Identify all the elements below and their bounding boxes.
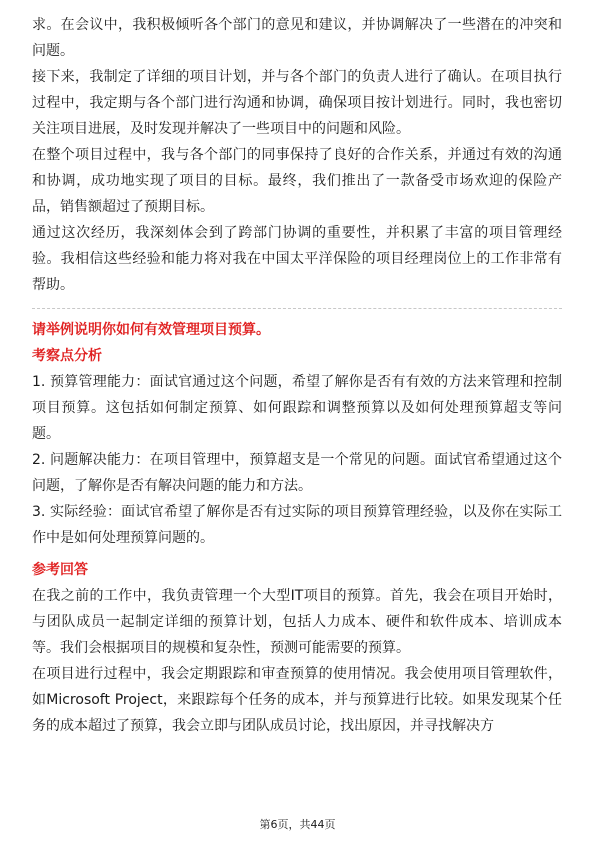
body-paragraph: 求。在会议中，我积极倾听各个部门的意见和建议，并协调解决了一些潜在的冲突和问题。 <box>32 17 562 59</box>
page-footer: 第6页，共44页 <box>259 818 336 831</box>
analysis-item: 3. 实际经验：面试官希望了解你是否有过实际的项目预算管理经验，以及你在实际工作中是如何处理预算问题的。 <box>32 504 562 546</box>
analysis-heading: 考察点分析 <box>32 348 102 364</box>
analysis-item: 1. 预算管理能力：面试官通过这个问题，希望了解你是否有有效的方法来管理和控制项目预算。这包括如何制定预算、如何跟踪和调整预算以及如何处理预算超支等问题。 <box>32 374 562 442</box>
document-page <box>32 12 562 739</box>
body-paragraph: 通过这次经历，我深刻体会到了跨部门协调的重要性，并积累了丰富的项目管理经验。我相信这些经验和能力将对我在中国太平洋保险的项目经理岗位上的工作非常有帮助。 <box>32 225 562 293</box>
answer-paragraph: 在我之前的工作中，我负责管理一个大型IT项目的预算。首先，我会在项目开始时，与团队成员一起制定详细的预算计划，包括人力成本、硬件和软件成本、培训成本等。我们会根据项目的规模和复杂性，预测可能需要的预算。 <box>32 588 562 656</box>
question-heading: 请举例说明你如何有效管理项目预算。 <box>32 322 270 338</box>
body-paragraph: 在整个项目过程中，我与各个部门的同事保持了良好的合作关系，并通过有效的沟通和协调，成功地实现了项目的目标。最终，我们推出了一款备受市场欢迎的保险产品，销售额超过了预期目标。 <box>32 147 562 215</box>
analysis-item: 2. 问题解决能力：在项目管理中，预算超支是一个常见的问题。面试官希望通过这个问题，了解你是否有解决问题的能力和方法。 <box>32 452 562 494</box>
body-paragraph: 接下来，我制定了详细的项目计划，并与各个部门的负责人进行了确认。在项目执行过程中，我定期与各个部门进行沟通和协调，确保项目按计划进行。同时，我也密切关注项目进展，及时发现并解决了一些项目中的问题和风险。 <box>32 69 562 137</box>
answer-heading: 参考回答 <box>32 562 88 578</box>
answer-paragraph: 在项目进行过程中，我会定期跟踪和审查预算的使用情况。我会使用项目管理软件，如Microsoft Project，来跟踪每个任务的成本，并与预算进行比较。如果发现某个任务的成本超过了预算，我会立即与团队成员讨论，找出原因，并寻找解决方 <box>32 666 562 734</box>
section-divider <box>32 308 562 309</box>
